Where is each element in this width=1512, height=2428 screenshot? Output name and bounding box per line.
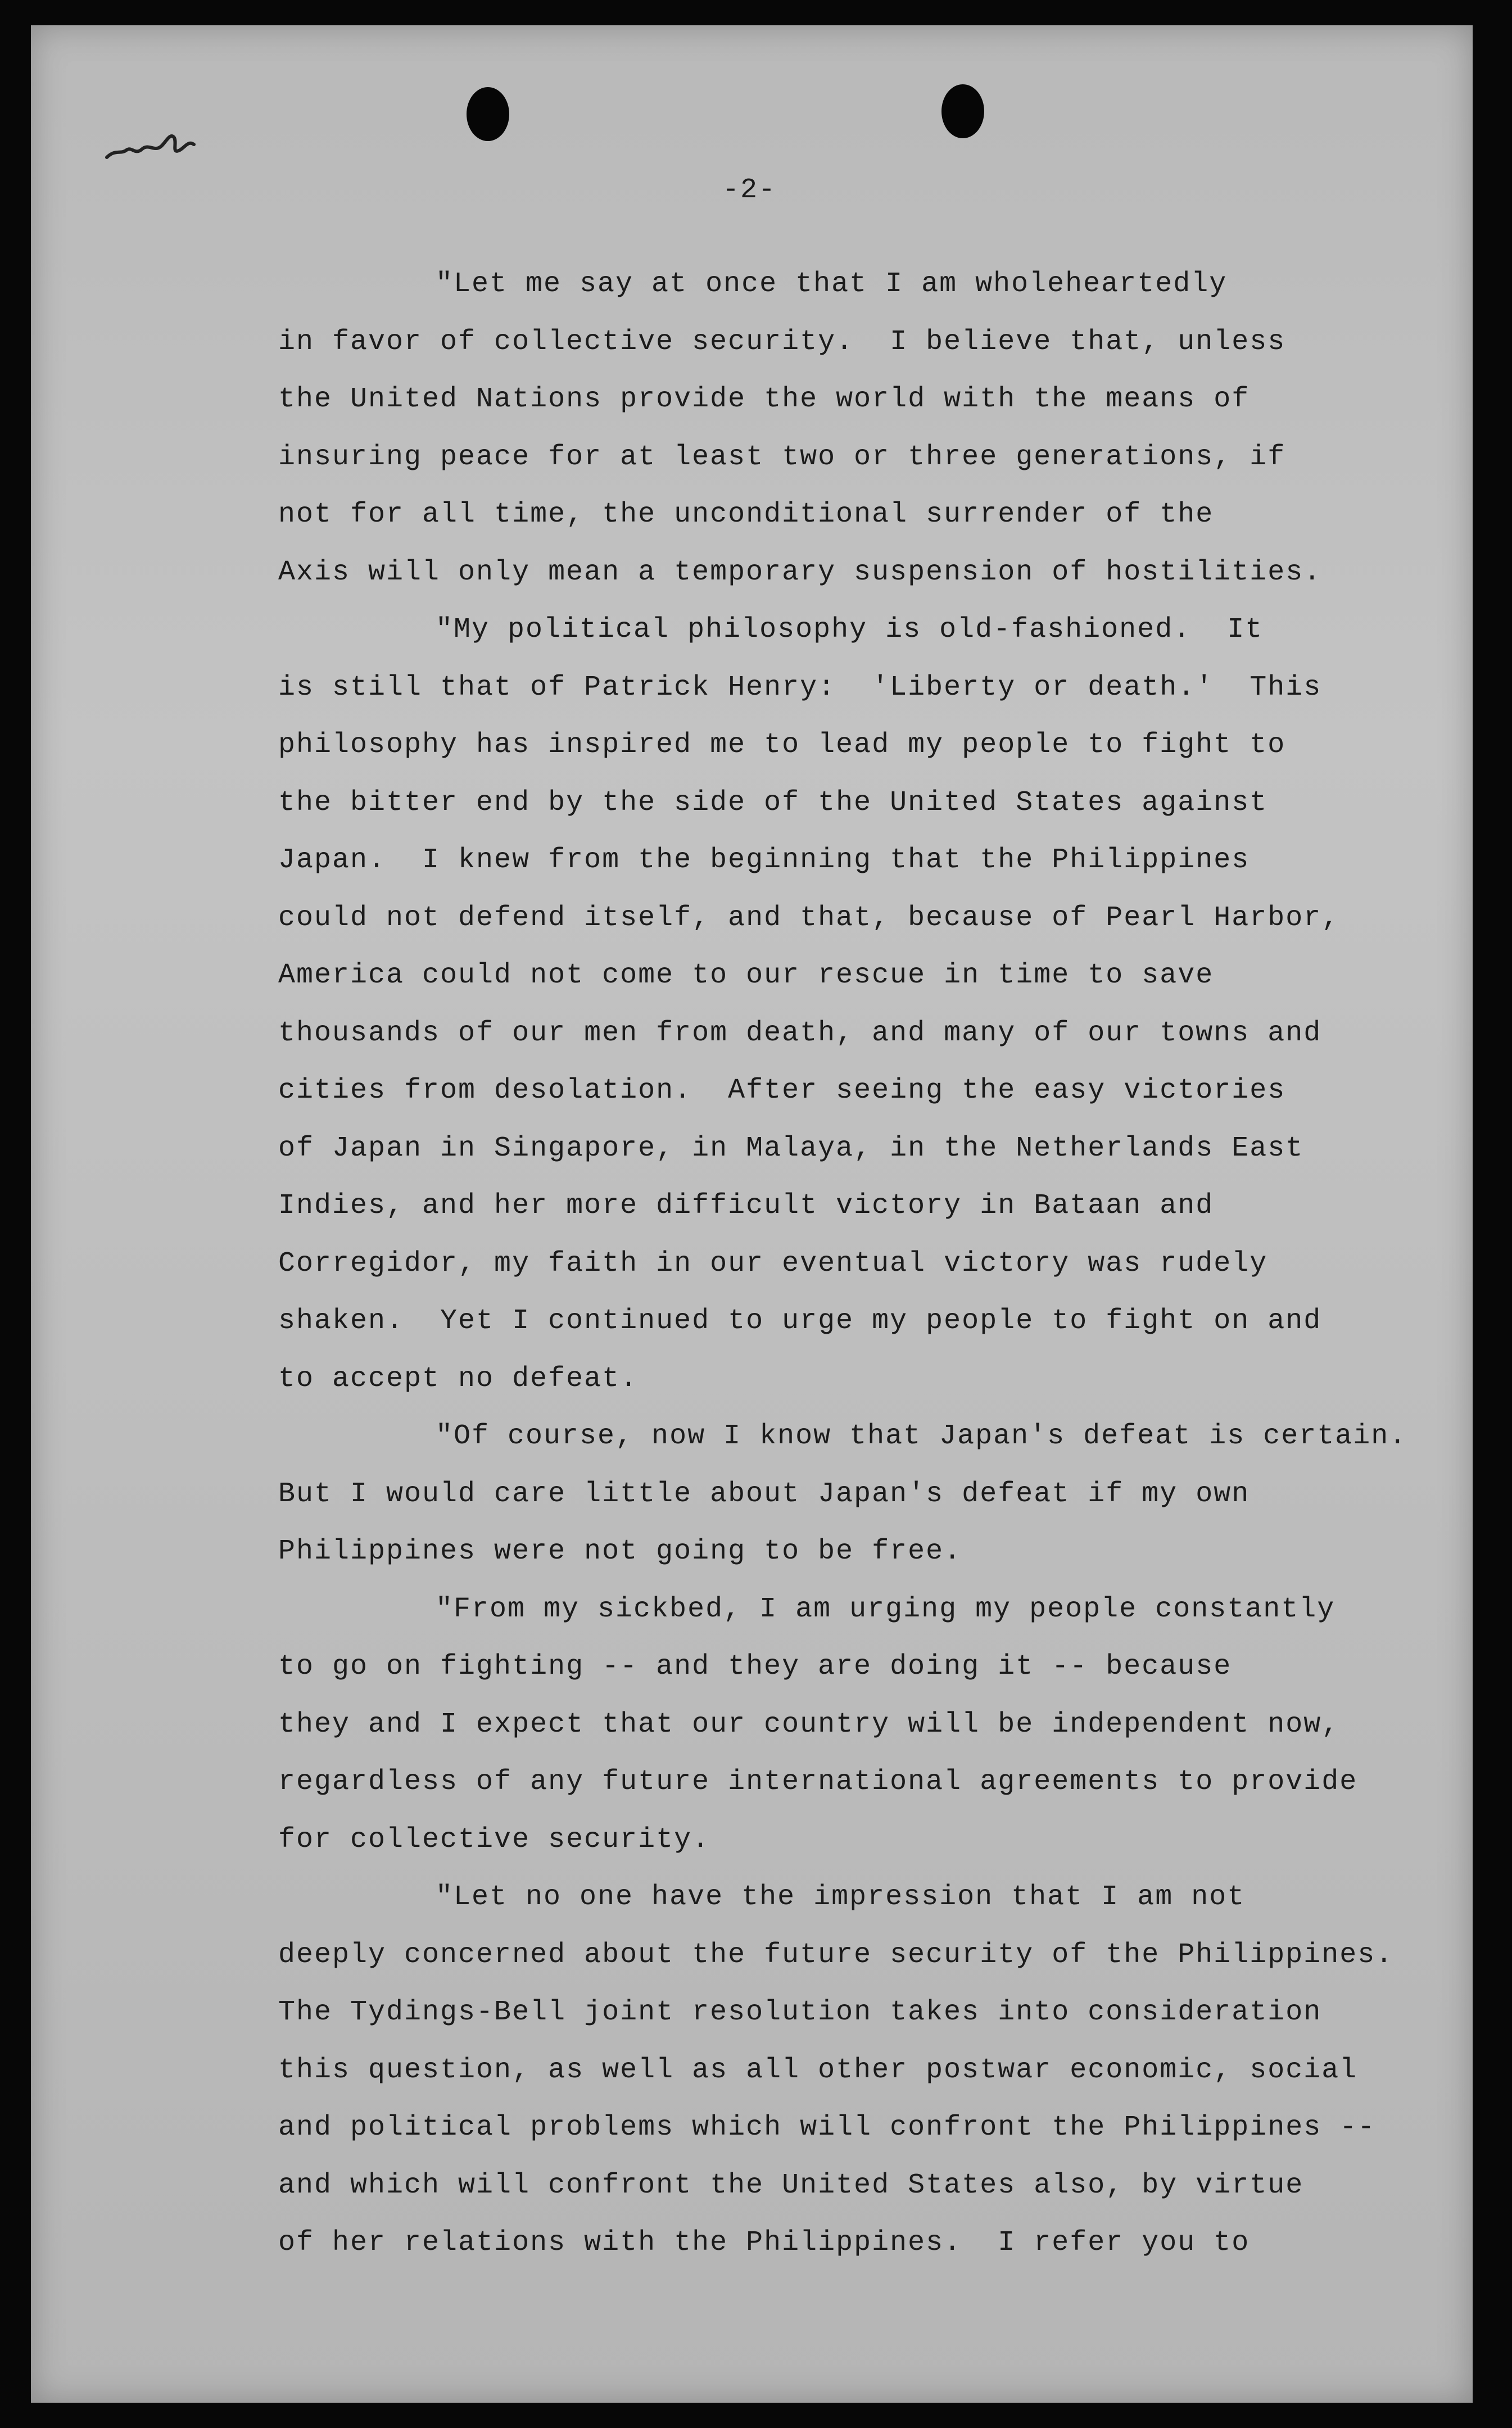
text-line: Philippines were not going to be free. [278,1535,962,1568]
punch-hole-left [467,87,509,141]
text-line: in favor of collective security. I believe that, unless [278,325,1286,358]
text-line: "Let me say at once that I am wholeheartedly [436,268,1228,300]
text-line: thousands of our men from death, and many of our towns and [278,1017,1322,1049]
text-line: Japan. I knew from the beginning that the Philippines [278,844,1250,876]
text-line: this question, as well as all other postwar economic, social [278,2054,1358,2086]
text-line: deeply concerned about the future security of the Philippines. [278,1938,1394,1971]
text-line: could not defend itself, and that, because of Pearl Harbor, [278,902,1340,934]
text-line: is still that of Patrick Henry: 'Liberty or death.' This [278,671,1322,704]
text-line: But I would care little about Japan's defeat if my own [278,1478,1250,1510]
text-line: philosophy has inspired me to lead my people to fight to [278,729,1286,761]
text-line: and political problems which will confront the Philippines -- [278,2112,1376,2144]
text-line: regardless of any future international agreements to provide [278,1766,1358,1798]
page-number: -2- [722,174,777,206]
text-line: shaken. Yet I continued to urge my people to fight on and [278,1305,1322,1337]
text-line: America could not come to our rescue in time to save [278,959,1214,991]
text-line: Corregidor, my faith in our eventual victory was rudely [278,1247,1268,1280]
letter-body [278,256,1407,2272]
text-line: the bitter end by the side of the United States against [278,786,1268,819]
text-line: for collective security. [278,1823,710,1856]
text-line: "Let no one have the impression that I am not [436,1881,1246,1913]
text-line: they and I expect that our country will be independent now, [278,1708,1340,1741]
document-page [31,25,1473,2403]
text-line: Axis will only mean a temporary suspension of hostilities. [278,556,1322,588]
text-line: cities from desolation. After seeing the easy victories [278,1075,1286,1107]
text-line: the United Nations provide the world with the means of [278,383,1250,415]
text-line: of her relations with the Philippines. I refer you to [278,2227,1250,2259]
text-line: to accept no defeat. [278,1362,639,1395]
text-line: "From my sickbed, I am urging my people constantly [436,1593,1336,1625]
text-line: Indies, and her more difficult victory in Bataan and [278,1190,1214,1222]
punch-hole-right [941,84,984,138]
text-line: and which will confront the United States also, by virtue [278,2169,1304,2201]
text-line: to go on fighting -- and they are doing it -- because [278,1651,1232,1683]
text-line: "My political philosophy is old-fashioned. It [436,614,1264,646]
text-line: not for all time, the unconditional surrender of the [278,499,1214,531]
text-line: "Of course, now I know that Japan's defeat is certain. [436,1420,1407,1452]
text-line: The Tydings-Bell joint resolution takes into consideration [278,1996,1322,2028]
text-line: of Japan in Singapore, in Malaya, in the Netherlands East [278,1132,1304,1165]
text-line: insuring peace for at least two or three generations, if [278,441,1286,473]
handwritten-mark [104,115,205,171]
